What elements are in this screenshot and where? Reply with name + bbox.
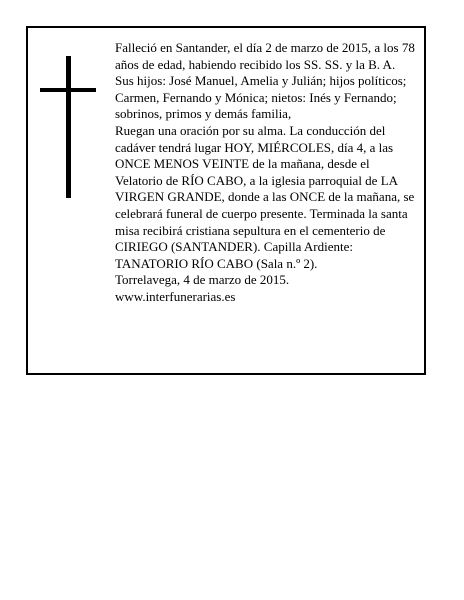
notice-text [115,40,417,306]
cross-horizontal-bar [40,88,96,92]
place-and-date: Torrelavega, 4 de marzo de 2015. [115,272,290,288]
latin-cross-icon [40,56,96,198]
funeral-details: Ruegan una oración por su alma. La conducción del cadáver tendrá lugar HOY, MIÉRCOLES, día 4, a las ONCE MENOS VEINTE de la mañana, desde el Velatorio de RÍO CABO, a la iglesia parroquial de LA VIRGEN GRANDE, donde a las ONCE de la mañana, se celebrará funeral de cuerpo presente. Terminada la santa misa recibirá cristiana sepultura en el cementerio de CIRIEGO (SANTANDER). Capilla Ardiente: TANATORIO RÍO CABO (Sala n.º 2). [115,122,415,271]
family-members: Sus hijos: José Manuel, Amelia y Julián; hijos políticos; Carmen, Fernando y Mónica; nietos: Inés y Fernando; sobrinos, primos y demás familia, [115,73,407,122]
death-announcement: Falleció en Santander, el día 2 de marzo de 2015, a los 78 años de edad, habiendo recibido los SS. SS. y la B. A. [115,40,415,72]
cross-vertical-bar [66,56,71,198]
website: www.interfunerarias.es [115,288,236,304]
obituary-notice [26,26,426,375]
